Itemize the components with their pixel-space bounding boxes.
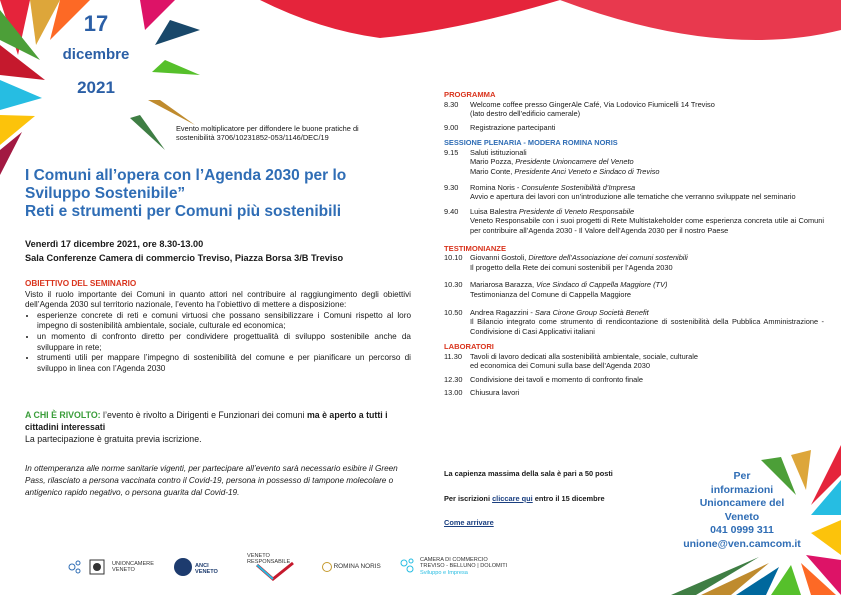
program-time: 8.30 <box>444 99 459 109</box>
program-text: Veneto Responsabile con i suoi progetti di Rete Multistakeholder come esperienza concreta utile ai Comuni per contribuire all’Agenda 2030 - Il Valore dell’Agenda 2030 per il nostro Paese <box>470 216 824 235</box>
check-icon <box>255 561 295 581</box>
directions-link[interactable]: Come arrivare <box>444 518 494 527</box>
romina-noris-logo <box>322 562 381 572</box>
program-text: Avvio e apertura dei lavori con un’introduzione alle tematiche che verranno sviluppate nel seminario <box>470 192 796 202</box>
speaker-name: Luisa Balestra <box>470 206 519 216</box>
cciaa-label: TREVISO - BELLUNO | DOLOMITI <box>420 563 508 570</box>
program-item <box>444 280 824 299</box>
info-line: Veneto <box>724 510 760 523</box>
audience-open: ma è aperto a tutti i cittadini interessati <box>25 410 388 432</box>
speaker-role: Presidente Anci Veneto e Sindaco di Treviso <box>514 166 660 176</box>
registration-text: Per iscrizioni <box>444 494 493 503</box>
testimonianze-heading: TESTIMONIANZE <box>444 243 507 253</box>
event-when: Venerdì 17 dicembre 2021, ore 8.30-13.00 <box>25 239 204 249</box>
anci-label: ANCI VENETO <box>195 563 218 576</box>
romina-noris-label: ROMINA NORIS <box>333 562 381 570</box>
speaker-name: Mario Pozza, <box>470 157 516 167</box>
program-time: 13.00 <box>444 387 463 397</box>
cciaa-label: Sviluppo e Impresa <box>420 569 468 576</box>
registration-deadline: entro il 15 dicembre <box>532 494 605 503</box>
program-text: Saluti istituzionali <box>470 147 527 157</box>
event-note-line1: Evento moltiplicatore per diffondere le buone pratiche di <box>176 124 359 133</box>
laboratori-heading: LABORATORI <box>444 342 494 352</box>
registration-link[interactable]: cliccare qui <box>492 494 533 503</box>
program-text: Tavoli di lavoro dedicati alla sostenibilità ambientale, sociale, culturale <box>470 351 699 361</box>
speaker-name: Mario Conte, <box>470 166 515 176</box>
objective-bullet: • strumenti utili per mappare l’impegno di sostenibilità del comune e per pianificare un percorso di sviluppo in linea con l’Agenda 2030 <box>37 353 411 374</box>
program-item <box>444 207 824 236</box>
date-day: 17 <box>83 11 109 36</box>
registration-line <box>444 494 684 504</box>
date-year: 2021 <box>77 78 115 97</box>
objective-list <box>25 311 411 375</box>
when-where <box>25 237 425 265</box>
program-text: Testimonianza del Comune di Cappella Maggiore <box>470 289 632 299</box>
red-swoosh-top <box>260 0 560 40</box>
program-time: 10.30 <box>444 280 463 290</box>
red-swoosh-top-right <box>520 0 841 90</box>
audience-free: La partecipazione è gratuita previa iscrizione. <box>25 434 202 444</box>
program-time: 11.30 <box>444 351 462 361</box>
program-item <box>444 352 824 371</box>
speaker-role: Presidente di Veneto Responsabile <box>518 206 635 216</box>
audience-heading: A CHI È RIVOLTO: <box>25 410 101 420</box>
speaker-name: Andrea Ragazzini - <box>470 307 535 317</box>
cciaa-label: CAMERA DI COMMERCIO <box>420 557 488 563</box>
program-time: 10.50 <box>444 307 463 317</box>
event-where: Sala Conferenze Camera di commercio Treviso, Piazza Borsa 3/B Treviso <box>25 253 344 263</box>
event-date <box>40 12 152 98</box>
speaker <box>444 167 824 177</box>
info-line: Unioncamere del <box>699 497 785 510</box>
program-time: 9.15 <box>444 147 459 157</box>
objective-section <box>25 279 411 374</box>
speaker-role: Presidente Unioncamere del Veneto <box>515 157 634 167</box>
speaker-name: Giovanni Gostoli, <box>470 253 529 263</box>
program-item <box>444 148 824 158</box>
unioncamere-icon <box>66 557 110 577</box>
speaker-role: Direttore dell’Associazione dei comuni sostenibili <box>528 253 688 263</box>
program-text: Condivisione dei tavoli e momento di confronto finale <box>470 375 643 385</box>
unioncamere-logo <box>66 557 154 579</box>
event-title <box>25 167 425 221</box>
cciaa-icon <box>398 555 418 577</box>
info-line: Per <box>733 470 751 482</box>
event-note <box>176 124 416 142</box>
audience-text: l’evento è rivolto a Dirigenti e Funzionari dei comuni <box>100 410 307 420</box>
capacity-note: La capienza massima della sala è pari a 50 posti <box>444 469 613 478</box>
partner-logos <box>60 553 530 583</box>
programma-heading: PROGRAMMA <box>444 90 496 99</box>
romina-noris-icon <box>322 562 332 572</box>
info-box <box>683 470 801 552</box>
program-time: 9.40 <box>444 206 459 216</box>
anci-logo <box>173 553 218 583</box>
objective-bullet: • un momento di confronto diretto per condividere progettualità di sviluppo sostenibile anche da sviluppare in rete; <box>37 332 411 353</box>
audience-section <box>25 409 411 445</box>
program-item <box>444 183 824 202</box>
plenaria-heading: SESSIONE PLENARIA - MODERA ROMINA NORIS <box>444 138 618 148</box>
cciaa-logo <box>398 555 508 579</box>
speaker-role: Consulente Sostenibilità d’Impresa <box>521 182 636 192</box>
title-line2: Sviluppo Sostenibile” <box>25 185 186 202</box>
objective-bullet: • esperienze concrete di reti e comuni virtuosi che possano sensibilizzare i Comuni rispetto al loro impegno di sostenibilità ambientale, sociale, culturale ed economica; <box>37 311 411 332</box>
program-text: Registrazione partecipanti <box>470 122 556 132</box>
title-line3: Reti e strumenti per Comuni più sostenibili <box>25 203 342 220</box>
program-text: Welcome coffee presso GingerAle Café, Via Lodovico Fiumicelli 14 Treviso <box>470 99 715 109</box>
title-line1: I Comuni all’opera con l’Agenda 2030 per lo <box>25 167 347 184</box>
program-time: 12.30 <box>444 375 463 385</box>
program-item <box>444 308 824 337</box>
speaker-name: Mariarosa Barazza, <box>470 280 537 290</box>
program-time: 10.10 <box>444 253 463 263</box>
unioncamere-label: UNIONCAMERE VENETO <box>112 561 154 574</box>
program-item <box>444 388 824 398</box>
veneto-responsabile-label: VENETO RESPONSABILE <box>247 553 291 566</box>
covid-note: In ottemperanza alle norme sanitarie vigenti, per partecipare all’evento sarà necessario esibire il Green Pass, rilasciato a persona vaccinata contro il Covid-19, persona in possesso di tampone molecolare o antigenico rapido negativo, o persona guarita dal Covid-19. <box>25 464 398 497</box>
program-text: (lato destro dell’edificio camerale) <box>470 109 581 119</box>
info-phone: 041 0999 311 <box>710 524 774 537</box>
program-item <box>444 253 824 272</box>
program-text: Chiusura lavori <box>470 387 520 397</box>
date-month: dicembre <box>62 46 130 63</box>
program-time: 9.30 <box>444 182 459 192</box>
event-note-line2: sostenibilità 3706/10231852-053/1146/DEC/19 <box>176 133 329 143</box>
program-item <box>444 123 824 133</box>
info-line: informazioni <box>710 483 774 496</box>
program-text: Il Bilancio integrato come strumento di rendicontazione di sostenibilità della Pubblica Amministrazione - Condivisione di Casi Applicativi italiani <box>470 317 824 336</box>
speaker <box>444 157 824 167</box>
program-text: ed economica dei Comuni sulla base dell’Agenda 2030 <box>470 361 650 371</box>
program-item <box>444 100 824 119</box>
directions <box>444 518 494 528</box>
speaker-name: Romina Noris - <box>470 182 522 192</box>
program-column <box>444 90 824 397</box>
info-email[interactable]: unione@ven.camcom.it <box>683 537 801 550</box>
speaker-role: Sara Cirone Group Società Benefit <box>534 307 649 317</box>
program-time: 9.00 <box>444 122 459 132</box>
objective-intro: Visto il ruolo importante dei Comuni in quanto attori nel contribuire al raggiungimento degli obiettivi dell’Agenda 2030 sul territorio nazionale, l’evento ha l’obiettivo di mettere a disposizione: <box>25 289 411 310</box>
speaker-role: Vice Sindaco di Cappella Maggiore (TV) <box>536 280 668 290</box>
objective-heading: OBIETTIVO DEL SEMINARIO <box>25 279 137 288</box>
program-text: Il progetto della Rete dei comuni sostenibili per l’Agenda 2030 <box>470 262 673 272</box>
program-item <box>444 375 824 385</box>
